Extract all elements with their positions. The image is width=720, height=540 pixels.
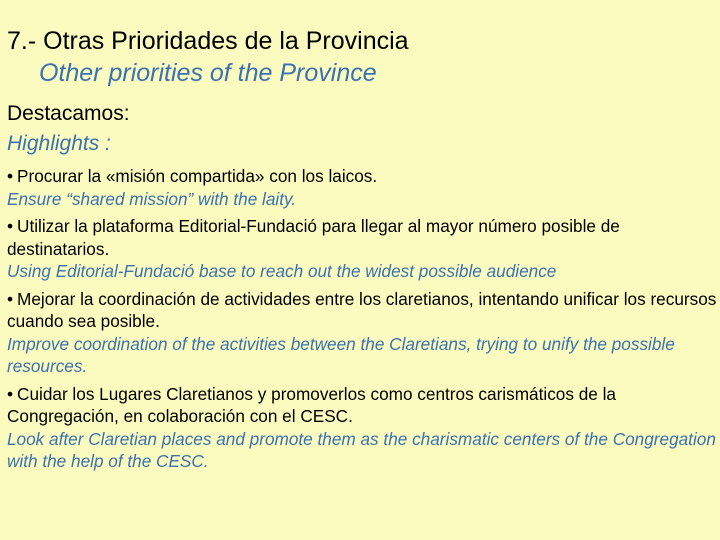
bullet-list <box>7 165 717 478</box>
bullet-translation: Improve coordination of the activities between the Claretians, trying to unify the possible resources. <box>7 333 675 376</box>
bullet-item <box>7 165 717 210</box>
section-heading-translation: Highlights : <box>7 132 111 155</box>
bullet-item <box>7 288 717 378</box>
bullet-text: Mejorar la coordinación de actividades entre los claretianos, intentando unificar los recursos cuando sea posible. <box>7 288 717 331</box>
section-heading: Destacamos: <box>7 102 130 125</box>
bullet-icon: • <box>7 288 14 309</box>
bullet-item <box>7 383 717 473</box>
bullet-translation: Look after Claretian places and promote them as the charismatic centers of the Congregation with the help of the CESC. <box>7 428 716 471</box>
bullet-item <box>7 215 717 283</box>
bullet-text: Procurar la «misión compartida» con los laicos. <box>17 166 378 186</box>
bullet-icon: • <box>7 166 14 186</box>
bullet-icon: • <box>7 383 14 404</box>
bullet-translation: Using Editorial-Fundació base to reach out the widest possible audience <box>7 261 557 281</box>
bullet-translation: Ensure “shared mission” with the laity. <box>7 188 297 209</box>
bullet-icon: • <box>7 216 14 236</box>
slide-title: 7.- Otras Prioridades de la Provincia <box>7 27 409 55</box>
bullet-text: Utilizar la plataforma Editorial-Fundació para llegar al mayor número posible de destinatarios. <box>7 216 620 259</box>
slide-title-translation: Other priorities of the Province <box>39 59 377 87</box>
bullet-text: Cuidar los Lugares Claretianos y promoverlos como centros carismáticos de la Congregación, en colaboración con el CESC. <box>7 383 616 426</box>
